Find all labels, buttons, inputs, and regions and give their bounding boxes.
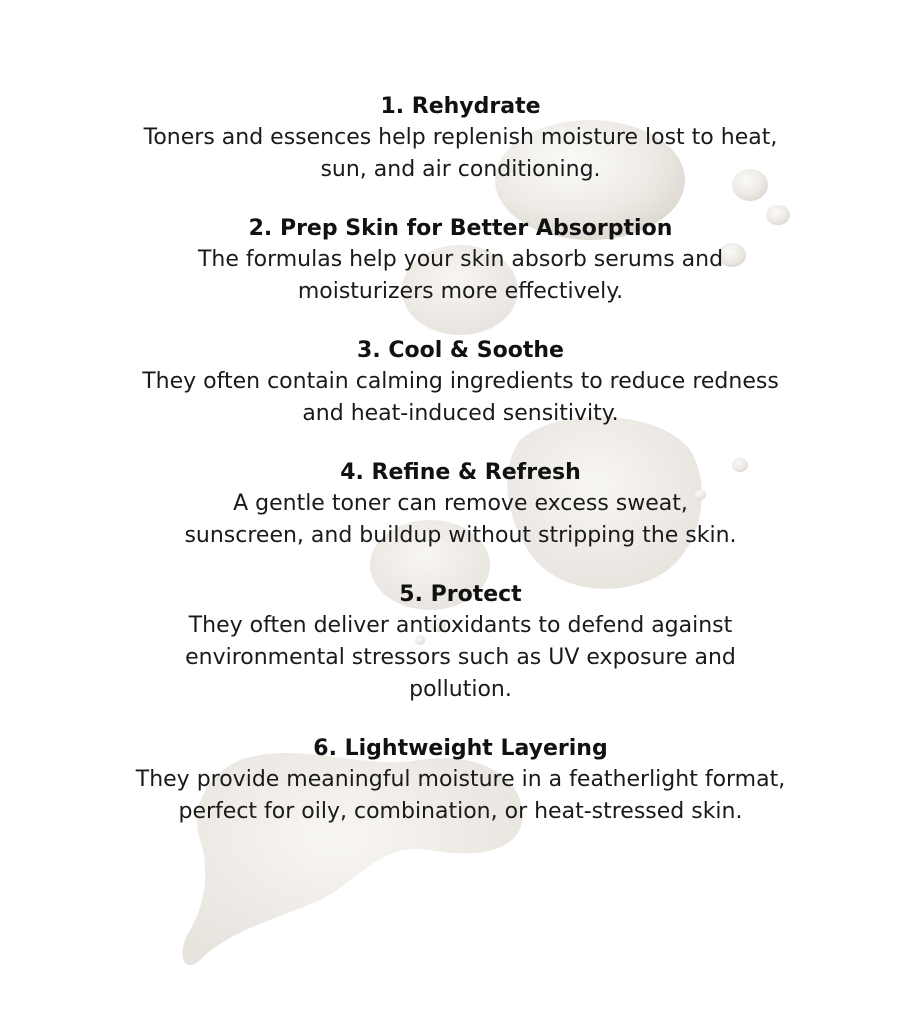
benefit-body: They often deliver antioxidants to defend against environmental stressors such as UV exposure and pollution.	[185, 613, 736, 702]
benefit-body: They often contain calming ingredients to reduce redness and heat-induced sensitivity.	[142, 369, 779, 426]
benefit-title: 1. Rehydrate	[380, 94, 541, 119]
benefit-body: A gentle toner can remove excess sweat, sunscreen, and buildup without stripping the skin.	[184, 491, 737, 548]
benefit-protect	[181, 580, 741, 706]
benefit-lightweight-layering	[131, 734, 791, 828]
benefit-rehydrate	[141, 92, 781, 186]
benefit-title: 3. Cool & Soothe	[357, 338, 564, 363]
benefit-title: 5. Protect	[399, 582, 522, 607]
benefits-list	[0, 92, 921, 856]
benefit-body: Toners and essences help replenish moisture lost to heat, sun, and air conditioning.	[143, 125, 778, 182]
benefit-refine-refresh	[181, 458, 741, 552]
benefit-cool-soothe	[131, 336, 791, 430]
benefit-title: 4. Refine & Refresh	[340, 460, 581, 485]
benefit-title: 2. Prep Skin for Better Absorption	[248, 216, 673, 241]
benefit-prep-skin	[131, 214, 791, 308]
benefit-body: They provide meaningful moisture in a featherlight format, perfect for oily, combination, or heat-stressed skin.	[135, 767, 786, 824]
benefit-body: The formulas help your skin absorb serums and moisturizers more effectively.	[197, 247, 724, 304]
benefit-title: 6. Lightweight Layering	[313, 736, 608, 761]
